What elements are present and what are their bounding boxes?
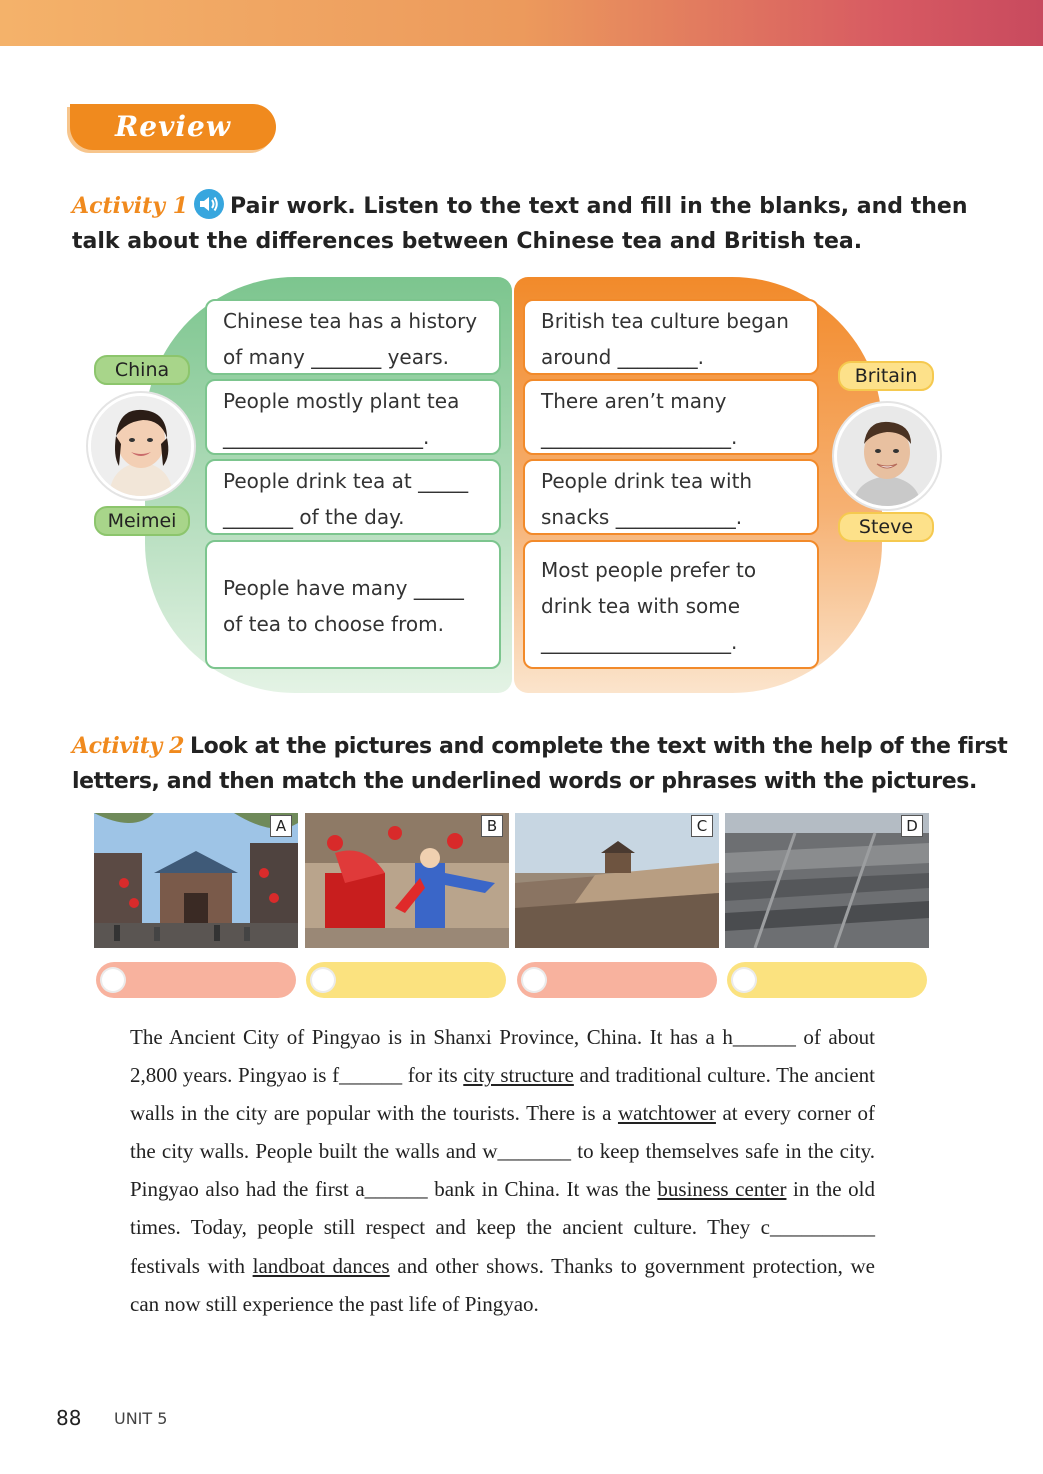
china-box-4-line1[interactable]: People have many _____ <box>223 576 464 600</box>
china-box-3 <box>205 459 501 535</box>
passage-text-2: and traditional culture. The ancient walls in the city are popular with the tourists. There is a <box>130 1063 875 1126</box>
china-label: China <box>94 355 190 385</box>
audio-icon[interactable] <box>194 189 224 219</box>
photo-a-letter: A <box>270 815 292 837</box>
china-box-2-line1: People mostly plant tea <box>223 389 460 413</box>
britain-box-1-line2[interactable]: around ________. <box>541 345 705 369</box>
china-box-1 <box>205 299 501 375</box>
top-color-bar <box>0 0 1043 46</box>
underlined-landboat-dances: landboat dances <box>252 1253 390 1278</box>
china-box-2-line2[interactable]: ____________________. <box>223 425 430 449</box>
underlined-business-center: business center <box>657 1177 787 1202</box>
china-box-4 <box>205 540 501 669</box>
answer-slot-c[interactable] <box>517 962 717 998</box>
answer-radio-d[interactable] <box>731 967 757 993</box>
britain-box-2-line2[interactable]: ___________________. <box>541 425 738 449</box>
britain-box-4 <box>523 540 819 669</box>
answer-slot-d[interactable] <box>727 962 927 998</box>
photo-b <box>305 813 509 948</box>
photo-d <box>725 813 929 948</box>
photo-c-letter: C <box>691 815 713 837</box>
activity1-heading <box>72 188 967 225</box>
britain-box-4-line2: drink tea with some <box>541 594 741 618</box>
activity1-label: Activity 1 <box>72 193 189 219</box>
passage-text-1: The Ancient City of Pingyao is in Shanxi Province, China. It has a h______ of about 2,800 years. Pingyao is f______ for its <box>130 1025 875 1088</box>
answer-radio-c[interactable] <box>521 967 547 993</box>
china-box-3-line1[interactable]: People drink tea at _____ <box>223 469 469 493</box>
passage-text-5: and other shows. Thanks to government protection, we can now still experience the past life of Pingyao. <box>130 1253 876 1316</box>
britain-box-2-line1: There aren’t many <box>541 389 727 413</box>
underlined-city-structure: city structure <box>463 1063 574 1088</box>
photo-d-letter: D <box>901 815 923 837</box>
china-box-3-line2[interactable]: _______ of the day. <box>223 505 405 529</box>
steve-avatar <box>834 403 940 509</box>
china-box-2 <box>205 379 501 455</box>
unit-label: UNIT 5 <box>114 1409 168 1428</box>
activity1-instruction-line1: Pair work. Listen to the text and fill in the blanks, and then <box>230 194 968 219</box>
britain-box-3-line2[interactable]: snacks ____________. <box>541 505 743 529</box>
britain-box-4-line3[interactable]: ___________________. <box>541 630 738 654</box>
photo-b-letter: B <box>481 815 503 837</box>
steve-label: Steve <box>838 512 934 542</box>
answer-radio-b[interactable] <box>310 967 336 993</box>
activity2-instruction-line1: Look at the pictures and complete the text with the help of the first <box>190 734 1008 759</box>
britain-box-1-line1: British tea culture began <box>541 309 789 333</box>
passage-text-3: at every corner of the city walls. People built the walls and w_______ to keep themselves safe in the city. Pingyao also had the first a______ bank in China. It was the <box>130 1101 875 1202</box>
china-box-1-line1: Chinese tea has a history <box>223 309 478 333</box>
china-box-1-line2[interactable]: of many _______ years. <box>223 345 449 369</box>
activity2-label: Activity 2 <box>72 733 185 759</box>
britain-box-1 <box>523 299 819 375</box>
answer-slot-a[interactable] <box>96 962 296 998</box>
photo-c <box>515 813 719 948</box>
review-label: Review <box>115 110 231 143</box>
photo-a <box>94 813 298 948</box>
britain-box-3-line1: People drink tea with <box>541 469 753 493</box>
activity1-instruction-line2: talk about the differences between Chinese tea and British tea. <box>72 229 863 254</box>
passage-text-4: in the old times. Today, people still respect and keep the ancient culture. They c__________ festivals with <box>130 1177 876 1278</box>
britain-box-3 <box>523 459 819 535</box>
meimei-label: Meimei <box>94 506 190 536</box>
britain-label: Britain <box>838 361 934 391</box>
activity2-heading <box>72 728 1007 765</box>
meimei-avatar <box>88 393 194 499</box>
reading-passage <box>130 1018 875 1323</box>
activity2-instruction-line2: letters, and then match the underlined words or phrases with the pictures. <box>72 769 977 794</box>
britain-box-4-line1: Most people prefer to <box>541 558 757 582</box>
answer-radio-a[interactable] <box>100 967 126 993</box>
page-number: 88 <box>56 1406 82 1430</box>
answer-slot-b[interactable] <box>306 962 506 998</box>
china-box-4-line2: of tea to choose from. <box>223 612 444 636</box>
britain-box-2 <box>523 379 819 455</box>
underlined-watchtower: watchtower <box>617 1101 716 1126</box>
review-banner <box>70 104 276 150</box>
